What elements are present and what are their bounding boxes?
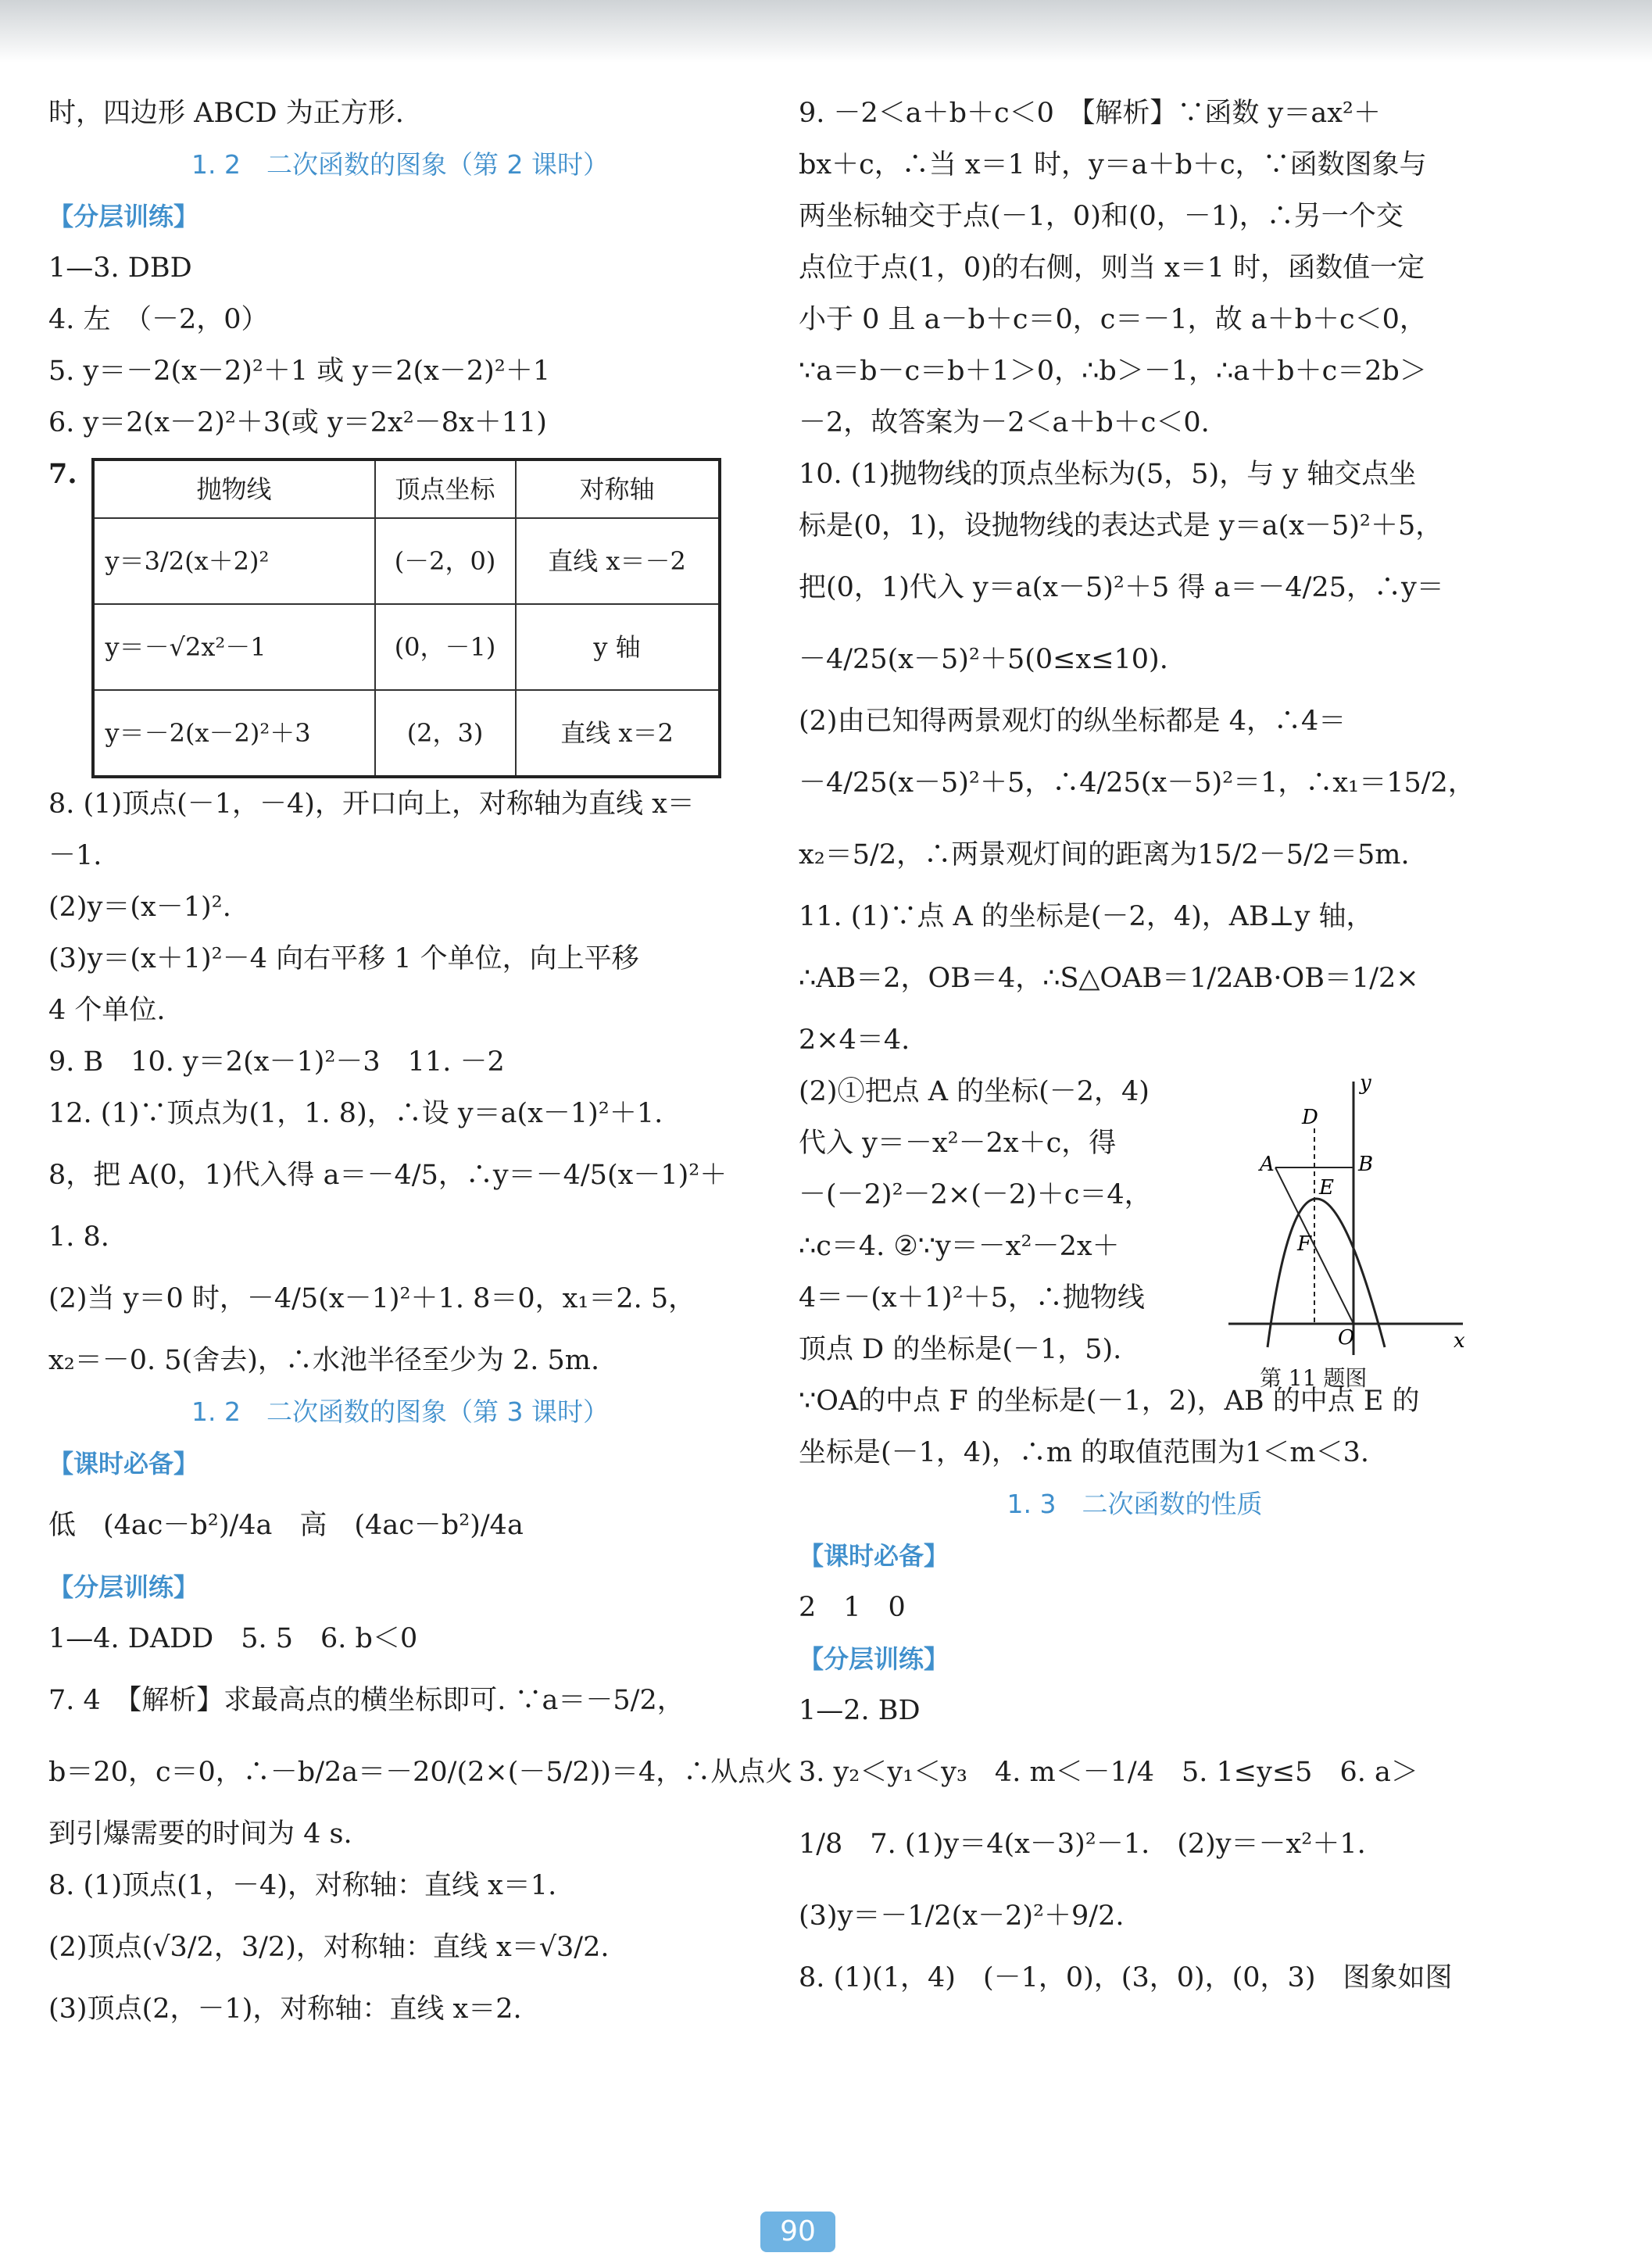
- answer-line: (2)当 y＝0 时，－4/5(x－1)²＋1. 8＝0，x₁＝2. 5，: [48, 1283, 696, 1314]
- table-header-row: [93, 459, 720, 518]
- section-title: 1. 3 二次函数的性质: [1007, 1489, 1263, 1519]
- answer-line: (2)顶点(√3/2，3/2)，对称轴：直线 x＝√3/2.: [48, 1932, 610, 1963]
- label-f: F: [1297, 1232, 1312, 1256]
- answer-line: (2)①把点 A 的坐标(－2，4): [799, 1076, 1150, 1107]
- figure-caption: 第 11 题图: [1260, 1365, 1368, 1391]
- table-cell: (0，－1): [375, 604, 516, 690]
- table-header-cell: 抛物线: [93, 459, 375, 518]
- answer-7-block: [48, 449, 752, 778]
- left-column: [48, 88, 793, 2035]
- answer-line: b＝20，c＝0，∴－b/2a＝－20/(2×(－5/2))＝4，∴从点火: [48, 1757, 793, 1788]
- answer-line: 到引爆需要的时间为 4 s.: [48, 1818, 352, 1850]
- answer-line: 代入 y＝－x²－2x＋c，得: [799, 1128, 1117, 1159]
- table-row: [93, 518, 720, 604]
- answer-line: －2，故答案为－2＜a＋b＋c＜0.: [799, 407, 1210, 438]
- answer-line: 顶点 D 的坐标是(－1，5).: [799, 1334, 1122, 1365]
- answer-number: 7.: [48, 458, 77, 490]
- page-number: 90: [760, 2212, 835, 2252]
- table-header-cell: 顶点坐标: [375, 459, 516, 518]
- section-tag: 【课时必备】: [48, 1449, 199, 1479]
- answer-line: (2)y＝(x－1)².: [48, 892, 231, 923]
- table-header-cell: 对称轴: [516, 459, 720, 518]
- table-cell: (2，3): [375, 690, 516, 777]
- answer-line: 两坐标轴交于点(－1，0)和(0，－1)，∴另一个交: [799, 201, 1403, 232]
- label-a: A: [1260, 1153, 1275, 1176]
- answer-line: 9. B 10. y＝2(x－1)²－3 11. －2: [48, 1046, 505, 1078]
- table-cell: y＝3/2(x＋2)²: [93, 518, 375, 604]
- answer-line: 9. －2＜a＋b＋c＜0 【解析】∵函数 y＝ax²＋: [799, 98, 1381, 129]
- label-d: D: [1302, 1106, 1318, 1129]
- answer-line: 1—4. DADD 5. 5 6. b＜0: [48, 1623, 418, 1654]
- answer-line: 4 个单位.: [48, 995, 166, 1026]
- answer-line: x₂＝－0. 5(舍去)，∴水池半径至少为 2. 5m.: [48, 1345, 600, 1376]
- answer-line: (3)顶点(2，－1)，对称轴：直线 x＝2.: [48, 1993, 522, 2025]
- answer-line: 8. (1)(1，4) (－1，0)，(3，0)，(0，3) 图象如图: [799, 1962, 1453, 1993]
- answer-line: x₂＝5/2，∴两景观灯间的距离为15/2－5/2＝5m.: [799, 839, 1410, 871]
- section-tag: 【课时必备】: [799, 1541, 949, 1571]
- table-row: [93, 690, 720, 777]
- answer-line: －4/25(x－5)²＋5(0≤x≤10).: [799, 644, 1168, 675]
- answer-line: 时，四边形 ABCD 为正方形.: [48, 98, 404, 129]
- answer-line: 2×4＝4.: [799, 1024, 910, 1056]
- parabola-figure: [1221, 1066, 1471, 1363]
- section-title: 1. 2 二次函数的图象（第 3 课时）: [191, 1396, 609, 1427]
- section-tag: 【分层训练】: [799, 1644, 949, 1674]
- answer-line: 10. (1)抛物线的顶点坐标为(5，5)，与 y 轴交点坐: [799, 459, 1417, 490]
- answer-line: 标是(0，1)，设抛物线的表达式是 y＝a(x－5)²＋5，: [799, 510, 1443, 542]
- page-top-band: [0, 0, 1652, 63]
- answer-line: 1—3. DBD: [48, 252, 192, 284]
- answer-line: 3. y₂＜y₁＜y₃ 4. m＜－1/4 5. 1≤y≤5 6. a＞: [799, 1757, 1418, 1788]
- right-column: [799, 88, 1475, 2004]
- table-cell: y 轴: [516, 604, 720, 690]
- answer-line: ∴AB＝2，OB＝4，∴S△OAB＝1/2AB·OB＝1/2×: [799, 963, 1419, 994]
- answer-line: 4＝－(x＋1)²＋5，∴抛物线: [799, 1282, 1145, 1314]
- answer-line: 6. y＝2(x－2)²＋3(或 y＝2x²－8x＋11): [48, 407, 547, 438]
- section-tag: 【分层训练】: [48, 202, 199, 231]
- answer-line: (2)由已知得两景观灯的纵坐标都是 4，∴4＝: [799, 706, 1346, 737]
- label-b: B: [1358, 1153, 1374, 1176]
- table-cell: 直线 x＝－2: [516, 518, 720, 604]
- answer-line: 8. (1)顶点(1，－4)，对称轴：直线 x＝1.: [48, 1870, 557, 1901]
- answer-line: (3)y＝－1/2(x－2)²＋9/2.: [799, 1900, 1125, 1932]
- answer-line: 8. (1)顶点(－1，－4)，开口向上，对称轴为直线 x＝: [48, 788, 695, 820]
- answer-line: ∴c＝4. ②∵y＝－x²－2x＋: [799, 1231, 1120, 1262]
- answer-line: 7. 4 【解析】求最高点的横坐标即可. ∵a＝－5/2，: [48, 1685, 685, 1716]
- answer-line: 低 (4ac－b²)/4a 高 (4ac－b²)/4a: [48, 1510, 524, 1541]
- answer-line: 12. (1)∵顶点为(1，1. 8)，∴设 y＝a(x－1)²＋1.: [48, 1098, 663, 1129]
- answer-line: 5. y＝－2(x－2)²＋1 或 y＝2(x－2)²＋1: [48, 356, 551, 387]
- label-e: E: [1319, 1176, 1334, 1200]
- answer-line: 8，把 A(0，1)代入得 a＝－4/5，∴y＝－4/5(x－1)²＋: [48, 1160, 728, 1191]
- answer-line: 4. 左 （－2，0）: [48, 304, 269, 335]
- answer-line: 点位于点(1，0)的右侧，则当 x＝1 时，函数值一定: [799, 252, 1425, 284]
- table-cell: y＝－√2x²－1: [93, 604, 375, 690]
- answer-line: (3)y＝(x＋1)²－4 向右平移 1 个单位，向上平移: [48, 943, 639, 974]
- answer-line: 小于 0 且 a－b＋c＝0，c＝－1，故 a＋b＋c＜0，: [799, 304, 1427, 335]
- answer-line: 1/8 7. (1)y＝4(x－3)²－1. (2)y＝－x²＋1.: [799, 1829, 1366, 1860]
- label-o: O: [1338, 1326, 1355, 1350]
- answer-line: 11. (1)∵点 A 的坐标是(－2，4)，AB⊥y 轴，: [799, 901, 1374, 932]
- table-cell: 直线 x＝2: [516, 690, 720, 777]
- answer-line: 坐标是(－1，4)，∴m 的取值范围为1＜m＜3.: [799, 1437, 1370, 1468]
- table-row: [93, 604, 720, 690]
- answer-line: 1—2. BD: [799, 1695, 921, 1726]
- label-y: y: [1360, 1071, 1371, 1095]
- answer-line: －1.: [48, 840, 102, 871]
- section-title: 1. 2 二次函数的图象（第 2 课时）: [191, 149, 609, 180]
- label-x: x: [1454, 1329, 1465, 1353]
- table-cell: (－2，0): [375, 518, 516, 604]
- answer-line: －4/25(x－5)²＋5，∴4/25(x－5)²＝1，∴x₁＝15/2，: [799, 767, 1475, 799]
- answer-line: 2 1 0: [799, 1592, 906, 1623]
- section-tag: 【分层训练】: [48, 1572, 199, 1602]
- parabola-table: [91, 458, 721, 778]
- answer-line: ∵OA的中点 F 的坐标是(－1，2)，AB 的中点 E 的: [799, 1386, 1420, 1417]
- question-11-figure-block: [799, 1066, 1471, 1391]
- answer-line: bx＋c，∴当 x＝1 时，y＝a＋b＋c，∵函数图象与: [799, 149, 1427, 181]
- answer-line: －(－2)²－2×(－2)＋c＝4，: [799, 1179, 1152, 1210]
- answer-line: ∵a＝b－c＝b＋1＞0，∴b＞－1，∴a＋b＋c＝2b＞: [799, 356, 1427, 387]
- answer-line: 1. 8.: [48, 1221, 109, 1253]
- table-cell: y＝－2(x－2)²＋3: [93, 690, 375, 777]
- answer-line: 把(0，1)代入 y＝a(x－5)²＋5 得 a＝－4/25，∴y＝: [799, 572, 1444, 603]
